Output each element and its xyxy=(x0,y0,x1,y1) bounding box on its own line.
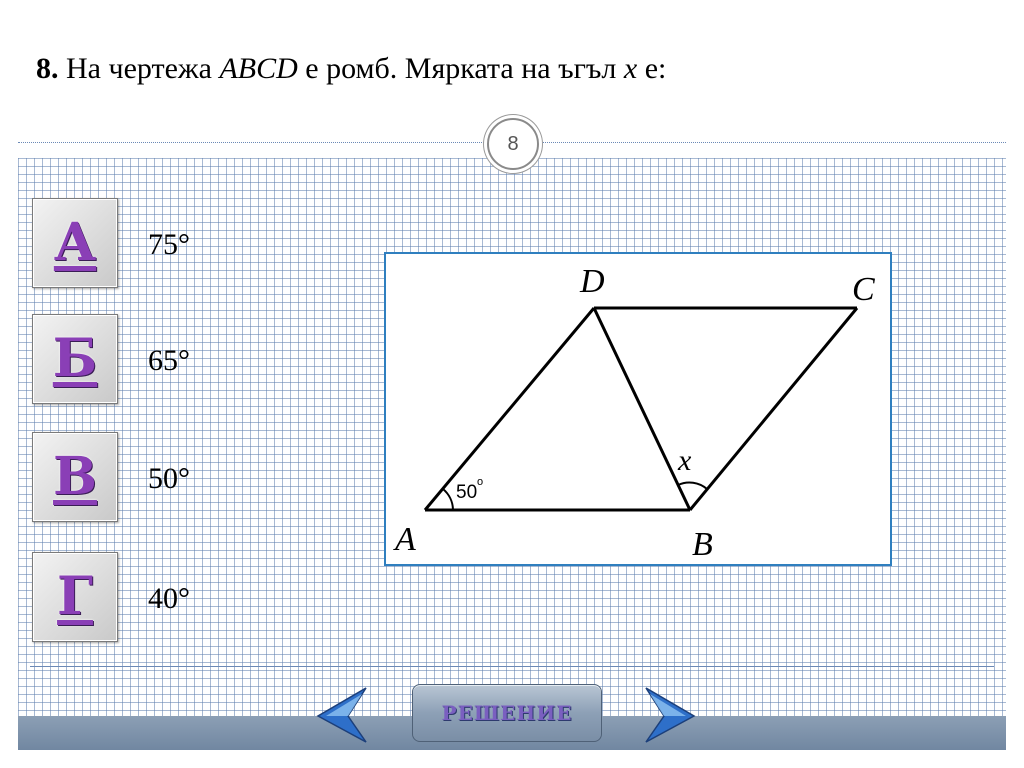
solution-button[interactable] xyxy=(412,684,602,742)
question-text-part1: На чертежа xyxy=(58,52,220,85)
vertex-b-label: B xyxy=(692,526,713,563)
question-text xyxy=(36,52,666,86)
side-bc xyxy=(690,308,857,510)
figure-name: ABCD xyxy=(219,52,298,85)
answer-button-d[interactable] xyxy=(32,552,118,642)
answer-button-a[interactable] xyxy=(32,198,118,288)
next-button[interactable] xyxy=(638,684,698,744)
side-ad xyxy=(425,308,594,510)
angle-variable: x xyxy=(623,52,638,85)
answer-letter-d: Г xyxy=(57,566,93,627)
angle-a-arc xyxy=(443,489,453,510)
solution-label: РЕШЕНИЕ xyxy=(441,701,573,725)
answer-value-d: 40° xyxy=(148,582,190,615)
slide-number-badge: 8 xyxy=(487,118,539,170)
slide xyxy=(18,16,1006,750)
angle-x-arc xyxy=(678,482,707,489)
rhombus-figure xyxy=(384,252,892,566)
left-arrow-icon xyxy=(314,684,374,744)
angle-a-value: 50 xyxy=(456,482,478,503)
answer-value-a: 75° xyxy=(148,228,190,261)
answer-letter-a: А xyxy=(53,212,97,273)
angle-a-degree: o xyxy=(477,476,484,488)
question-text-part3: е: xyxy=(637,52,667,85)
answer-letter-c: В xyxy=(53,446,97,507)
answer-letter-b: Б xyxy=(52,328,98,389)
right-arrow-icon xyxy=(638,684,698,744)
vertex-a-label: A xyxy=(395,521,416,558)
prev-button[interactable] xyxy=(314,684,374,744)
answer-value-b: 65° xyxy=(148,344,190,377)
question-text-part2: е ромб. Мярката на ъгъл xyxy=(297,52,624,85)
diagonal-bd xyxy=(594,308,690,510)
vertex-c-label: C xyxy=(852,271,875,308)
answer-button-c[interactable] xyxy=(32,432,118,522)
rhombus-drawing xyxy=(386,254,890,564)
answer-value-c: 50° xyxy=(148,462,190,495)
vertex-d-label: D xyxy=(580,263,605,300)
bottom-divider xyxy=(30,666,994,667)
angle-x-label: x xyxy=(678,444,692,477)
question-number: 8. xyxy=(36,52,59,85)
answer-button-b[interactable] xyxy=(32,314,118,404)
